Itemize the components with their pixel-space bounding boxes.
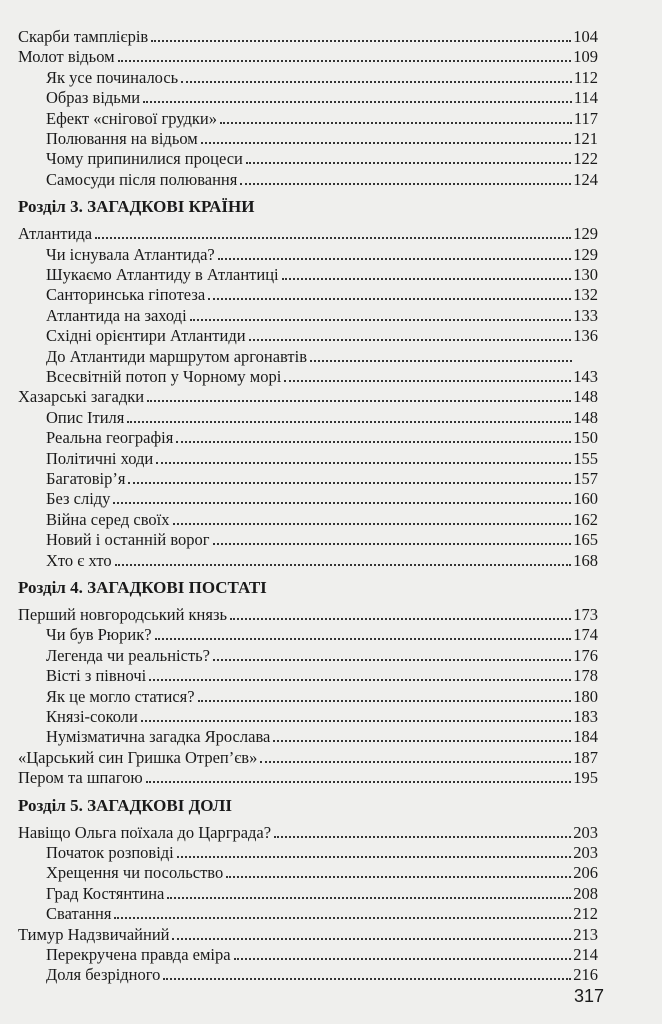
entry-title: Молот відьом [18,47,115,67]
dot-leader [220,122,572,124]
entry-page-number: 155 [573,448,598,468]
entry-title: Чи існувала Атлантида? [46,244,215,264]
entry-page-number: 165 [573,530,598,550]
dot-leader [260,761,571,763]
toc-subentry [46,87,598,108]
entry-page-number: 114 [573,88,598,108]
entry-title: Нумізматична загадка Ярослава [46,727,271,747]
toc-subentry [46,883,598,904]
entry-page-number: 195 [573,768,598,788]
entry-title: Санторинська гіпотеза [46,285,206,305]
dot-leader [173,523,572,525]
toc-subentry [46,448,598,469]
entry-page-number: 212 [573,904,598,924]
entry-title: Скарби тамплієрів [18,27,149,46]
toc-entry [18,26,598,47]
entry-title: Князі-соколи [46,707,138,726]
toc-subentry [46,944,598,965]
entry-title: Тимур Надзвичайний [18,924,170,944]
entry-title: Новий і останній ворог [46,530,210,550]
toc-entry [18,747,598,768]
entry-page-number: 176 [573,645,598,665]
entry-title: Хто є хто [46,550,112,570]
entry-title: Навіщо Ольга поїхала до Царграда? [18,822,272,842]
toc-subentry [46,529,598,550]
toc-subentry [46,862,598,883]
entry-page-number: 112 [573,67,598,87]
dot-leader [240,183,571,185]
toc-subentry [46,128,598,149]
toc-entry [18,767,598,788]
entry-title: Шукаємо Атлантиду в Атлантиці [46,265,279,284]
toc-subentry [46,305,598,326]
entry-page-number: 180 [573,686,598,706]
entry-title: Чи був Рюрик? [46,625,152,645]
toc-subentry [46,964,598,985]
dot-leader [128,482,571,484]
toc-subentry [46,488,598,509]
entry-title: Атлантида [18,224,93,244]
toc-subentry [46,346,598,367]
dot-leader [274,836,571,838]
toc-entry [18,386,598,407]
dot-leader [234,958,572,960]
toc-subentry [46,686,598,707]
dot-leader [113,502,571,504]
entry-title: Чому припинилися процеси [46,149,243,169]
dot-leader [273,740,571,742]
entry-page-number: 109 [573,47,598,67]
toc-subentry [46,903,598,924]
toc-subentry [46,244,598,265]
toc-subentry [46,264,598,285]
entry-page-number: 173 [573,605,598,624]
entry-page-number: 133 [573,305,598,325]
entry-title: Всесвітній потоп у Чорному морі [46,367,282,386]
toc-subentry [46,169,598,190]
entry-title: До Атлантиди маршрутом аргонавтів [46,346,307,366]
dot-leader [95,237,571,239]
toc-subentry [46,284,598,305]
section-heading: Розділ 3. ЗАГАДКОВІ КРАЇНИ [18,197,255,217]
toc-entry [18,223,598,244]
entry-title: Сватання [46,904,112,924]
entry-page-number: 150 [573,428,598,448]
dot-leader [176,441,571,443]
toc-subentry [46,325,598,346]
entry-title: Хазарські загадки [18,387,145,407]
toc-subentry [46,366,598,387]
dot-leader [282,278,572,280]
toc-entry [18,46,598,67]
toc-subentry [46,665,598,686]
dot-leader [149,679,571,681]
entry-page-number: 160 [573,489,598,509]
toc-entry [18,604,598,625]
entry-title: Східні орієнтири Атлантиди [46,326,246,346]
toc-subentry [46,550,598,571]
entry-title: Ефект «снігової грудки» [46,108,217,128]
dot-leader [177,856,571,858]
entry-title: Перший новгородський князь [18,605,228,624]
dot-leader [201,142,572,144]
toc-entry [18,924,598,945]
entry-title: Перекручена правда еміра [46,945,231,964]
dot-leader [213,543,572,545]
toc-subentry [46,407,598,428]
toc-entry [18,822,598,843]
toc-subentry [46,726,598,747]
entry-page-number: 132 [573,285,598,305]
dot-leader [156,462,571,464]
dot-leader [141,720,571,722]
dot-leader [167,897,571,899]
dot-leader [146,781,572,783]
toc-subentry [46,842,598,863]
entry-page-number: 143 [573,367,598,386]
entry-title: Самосуди після полювання [46,169,238,189]
entry-page-number: 206 [573,863,598,883]
entry-title: Легенда чи реальність? [46,645,211,665]
entry-title: Град Костянтина [46,883,165,903]
toc-subentry [46,706,598,727]
entry-page-number: 122 [573,149,598,169]
entry-page-number: 214 [573,945,598,964]
entry-page-number: 121 [573,129,598,148]
entry-title: Хрещення чи посольство [46,863,224,883]
entry-page-number: 208 [573,883,598,903]
entry-title: Як усе починалось [46,67,179,87]
dot-leader [181,81,572,83]
dot-leader [127,421,571,423]
toc-subentry [46,427,598,448]
toc-subentry [46,148,598,169]
toc-subentry [46,624,598,645]
dot-leader [172,938,571,940]
entry-page-number: 129 [573,224,598,244]
entry-page-number: 104 [573,27,598,46]
entry-title: Образ відьми [46,88,141,108]
toc-subentry [46,645,598,666]
toc-subentry [46,468,598,489]
entry-page-number: 148 [573,387,598,407]
entry-title: Вісті з півночі [46,666,147,686]
dot-leader [310,360,572,362]
entry-page-number: 117 [573,108,598,128]
dot-leader [163,978,571,980]
entry-page-number: 174 [573,625,598,645]
dot-leader [155,638,572,640]
entry-title: «Царський син Гришка Отреп’єв» [18,747,258,767]
dot-leader [118,60,572,62]
dot-leader [218,258,571,260]
page-number: 317 [574,986,605,1006]
entry-page-number: 157 [573,469,598,488]
entry-title: Початок розповіді [46,843,174,862]
toc-subentry [46,67,598,88]
toc-subentry [46,108,598,129]
entry-page-number: 130 [573,265,598,284]
dot-leader [115,564,572,566]
entry-title: Без сліду [46,489,111,509]
dot-leader [213,659,571,661]
entry-title: Як це могло статися? [46,686,195,706]
entry-page-number: 162 [573,509,598,529]
entry-title: Політичні ходи [46,448,154,468]
entry-page-number: 178 [573,666,598,686]
toc-subentry [46,509,598,530]
dot-leader [198,700,572,702]
entry-title: Полювання на відьом [46,129,198,148]
entry-page-number: 148 [573,407,598,427]
dot-leader [114,917,571,919]
dot-leader [249,339,572,341]
entry-page-number: 183 [573,707,598,726]
entry-title: Багатовір’я [46,469,126,488]
entry-title: Реальна географія [46,428,174,448]
entry-page-number: 203 [573,822,598,842]
dot-leader [208,298,571,300]
dot-leader [151,40,571,42]
entry-page-number: 136 [573,326,598,346]
entry-title: Пером та шпагою [18,768,143,788]
entry-page-number: 213 [573,924,598,944]
section-heading: Розділ 5. ЗАГАДКОВІ ДОЛІ [18,795,232,815]
dot-leader [190,319,572,321]
dot-leader [143,101,572,103]
entry-title: Опис Ітиля [46,407,125,427]
entry-page-number: 184 [573,727,598,747]
entry-page-number: 168 [573,550,598,570]
entry-page-number: 129 [573,244,598,264]
dot-leader [246,162,571,164]
dot-leader [230,618,571,620]
dot-leader [284,380,571,382]
entry-title: Доля безрідного [46,965,161,985]
entry-page-number: 203 [573,843,598,862]
section-heading: Розділ 4. ЗАГАДКОВІ ПОСТАТІ [18,578,267,597]
entry-title: Війна серед своїх [46,509,170,529]
dot-leader [147,400,571,402]
entry-title: Атлантида на заході [46,305,187,325]
dot-leader [226,876,571,878]
entry-page-number: 124 [573,169,598,189]
entry-page-number: 216 [573,965,598,985]
entry-page-number: 187 [573,747,598,767]
